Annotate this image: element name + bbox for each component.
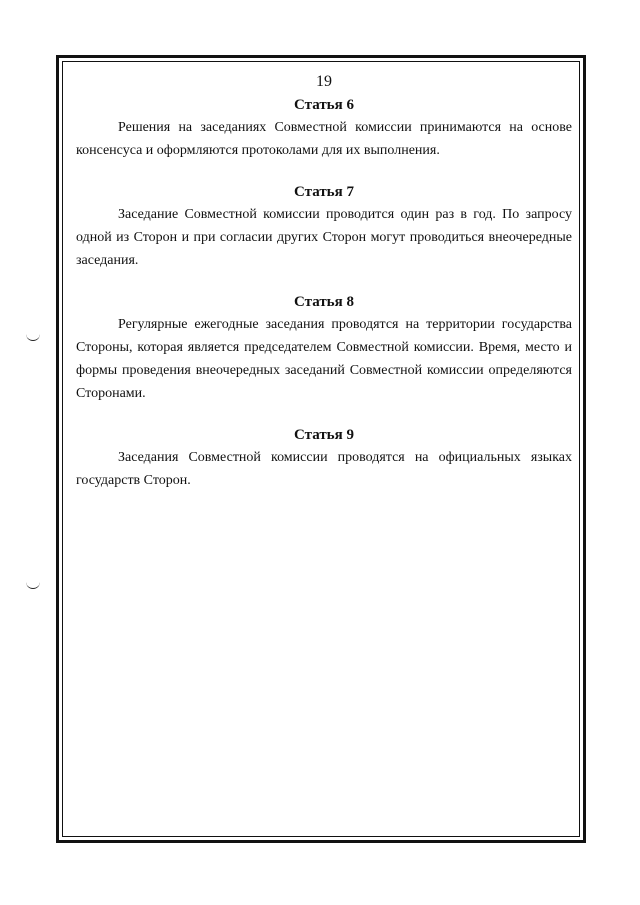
article-text: Заседание Совместной комиссии проводится один раз в год. По запросу одной из Сторон и при согласии других Сторон могут проводиться внеочередные заседания. [76,207,572,268]
article-text: Заседания Совместной комиссии проводятся на официальных языках государств Сторон. [76,450,572,488]
article-title: Статья 9 [294,427,354,443]
article-8 [76,291,572,405]
binder-hole-mark [26,332,40,341]
article-9 [76,424,572,492]
article-6 [76,94,572,162]
article-7 [76,181,572,272]
article-text: Регулярные ежегодные заседания проводятся на территории государства Стороны, которая является председателем Совместной комиссии. Время, место и формы проведения внеочередных заседаний Совместной комиссии определяются Сторонами. [76,317,572,401]
article-title: Статья 8 [294,294,354,310]
document-content [76,72,572,492]
article-text: Решения на заседаниях Совместной комиссии принимаются на основе консенсуса и оформляются протоколами для их выполнения. [76,120,572,158]
page-number: 19 [316,73,332,90]
binder-hole-mark [26,580,40,589]
article-title: Статья 6 [294,97,354,113]
article-title: Статья 7 [294,184,354,200]
